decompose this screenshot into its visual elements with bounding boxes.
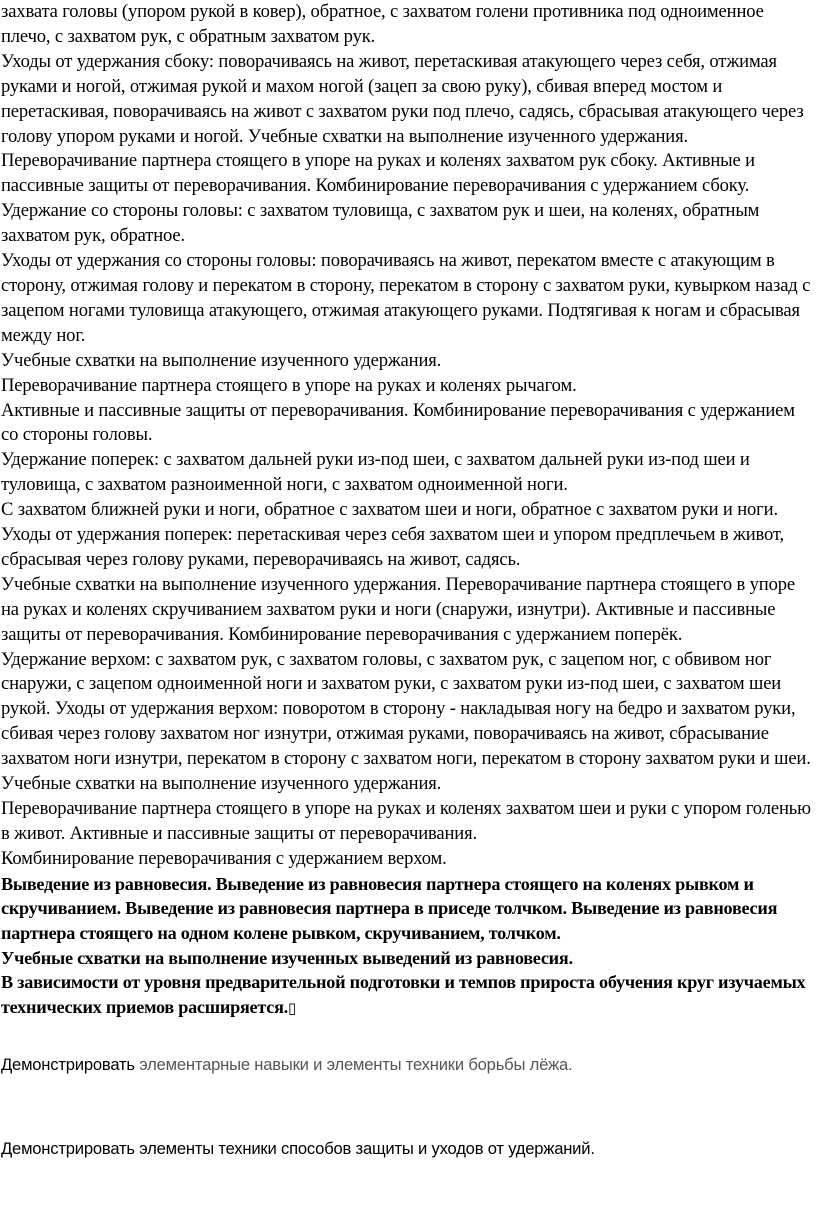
paragraph: Удержание со стороны головы: с захватом туловища, с захватом рук и шеи, на коленях, обратным захватом рук, обратное. [1,200,760,247]
bold-text-block [1,872,816,1021]
bold-paragraph [1,970,816,1020]
demonstrate-rest: элементарные навыки и элементы техники борьбы лёжа. [134,1055,573,1075]
body-text [1,0,816,872]
paragraph: С захватом ближней руки и ноги, обратное с захватом шеи и ноги, обратное с захватом руки и ноги. Уходы от удержания поперек: перетаскивая через себя захватом шеи и упором предплечьем в живот, сбрасывая через голову руками, переворачиваясь на живот, садясь. [1,499,784,570]
paragraph: Уходы от удержания сбоку: поворачиваясь на живот, перетаскивая атакующего через себя, отжимая руками и ногой, отжимая рукой и махом ногой (зацеп за свою руку), сбивая вперед мостом и перетаскивая, поворачиваясь на живот с захватом руки под плечо, садясь, сбрасывая атакующего через голову упором руками и ногой. Учебные схватки на выполнение изученного удержания. Переворачивание партнера стоящего в упоре на руках и коленях захватом рук сбоку. Активные и пассивные защиты от переворачивания. Комбинирование переворачивания с удержанием сбоку. [1,50,804,197]
paragraph: Уходы от удержания со стороны головы: поворачиваясь на живот, перекатом вместе с атакующим в сторону, отжимая голову и перекатом в сторону, перекатом в сторону с захватом руки, кувырком назад с зацепом ногами туловища атакующего, отжимая атакующего руками. Подтягивая к ногам и сбрасывая между ног. [1,250,811,346]
paragraph: захвата головы (упором рукой в ковер), обратное, с захватом голени противника под одноименное плечо, с захватом рук, с обратным захватом рук. [1,1,764,47]
demonstrate-verb: Демонстрировать [1,1055,135,1075]
demonstrate-line-2: Демонстрировать элементы техники способов защиты и уходов от удержаний. [1,1139,595,1159]
placeholder-glyph-icon: ▯ [287,998,296,1017]
demonstrate-line-1 [1,1054,816,1076]
bold-paragraph: Учебные схватки на выполнение изученных выведений из равновесия. [1,947,573,968]
bold-paragraph: Выведение из равновесия. Выведение из равновесия партнера стоящего на коленях рывком и скручиванием. Выведение из равновесия партнера в приседе толчком. Выведение из равновесия партнера стоящего на одном колене рывком, скручиванием, толчком. [1,873,778,943]
bold-paragraph-text: В зависимости от уровня предварительной подготовки и темпов прироста обучения круг изучаемых технических приемов расширяется. [1,972,806,1017]
paragraph: Переворачивание партнера стоящего в упоре на руках и коленях рычагом. [1,374,577,396]
paragraph: Переворачивание партнера стоящего в упоре на руках и коленях захватом шеи и руки с упором голенью в живот. Активные и пассивные защиты от переворачивания. [1,798,811,844]
paragraph: Удержание верхом: с захватом рук, с захватом головы, с захватом рук, с зацепом ног, с обвивом ног снаружи, с зацепом одноименной ноги и захватом руки, с захватом руки из-под шеи, с захватом шеи рукой. Уходы от удержания верхом: поворотом в сторону - накладывая ногу на бедро и захватом руки, сбивая через голову захватом ног изнутри, отжимая руками, поворачиваясь на живот, сбрасывание захватом ноги изнутри, перекатом в сторону с захватом ноги, перекатом в сторону захватом руки и шеи. [1,648,811,770]
paragraph: Активные и пассивные защиты от переворачивания. Комбинирование переворачивания с удержанием со стороны головы. [1,399,795,446]
paragraph: Учебные схватки на выполнение изученного удержания. [1,773,442,795]
paragraph: Удержание поперек: с захватом дальней руки из-под шеи, с захватом дальней руки из-под шеи и туловища, с захватом разноименной ноги, с захватом одноименной ноги. [1,449,750,496]
paragraph: Комбинирование переворачивания с удержанием верхом. [1,847,447,869]
paragraph: Учебные схватки на выполнение изученного удержания. [1,349,442,371]
paragraph: Учебные схватки на выполнение изученного удержания. Переворачивание партнера стоящего в упоре на руках и коленях скручиванием захватом руки и ноги (снаружи, изнутри). Активные и пассивные защиты от переворачивания. Комбинирование переворачивания с удержанием поперёк. [1,573,795,645]
